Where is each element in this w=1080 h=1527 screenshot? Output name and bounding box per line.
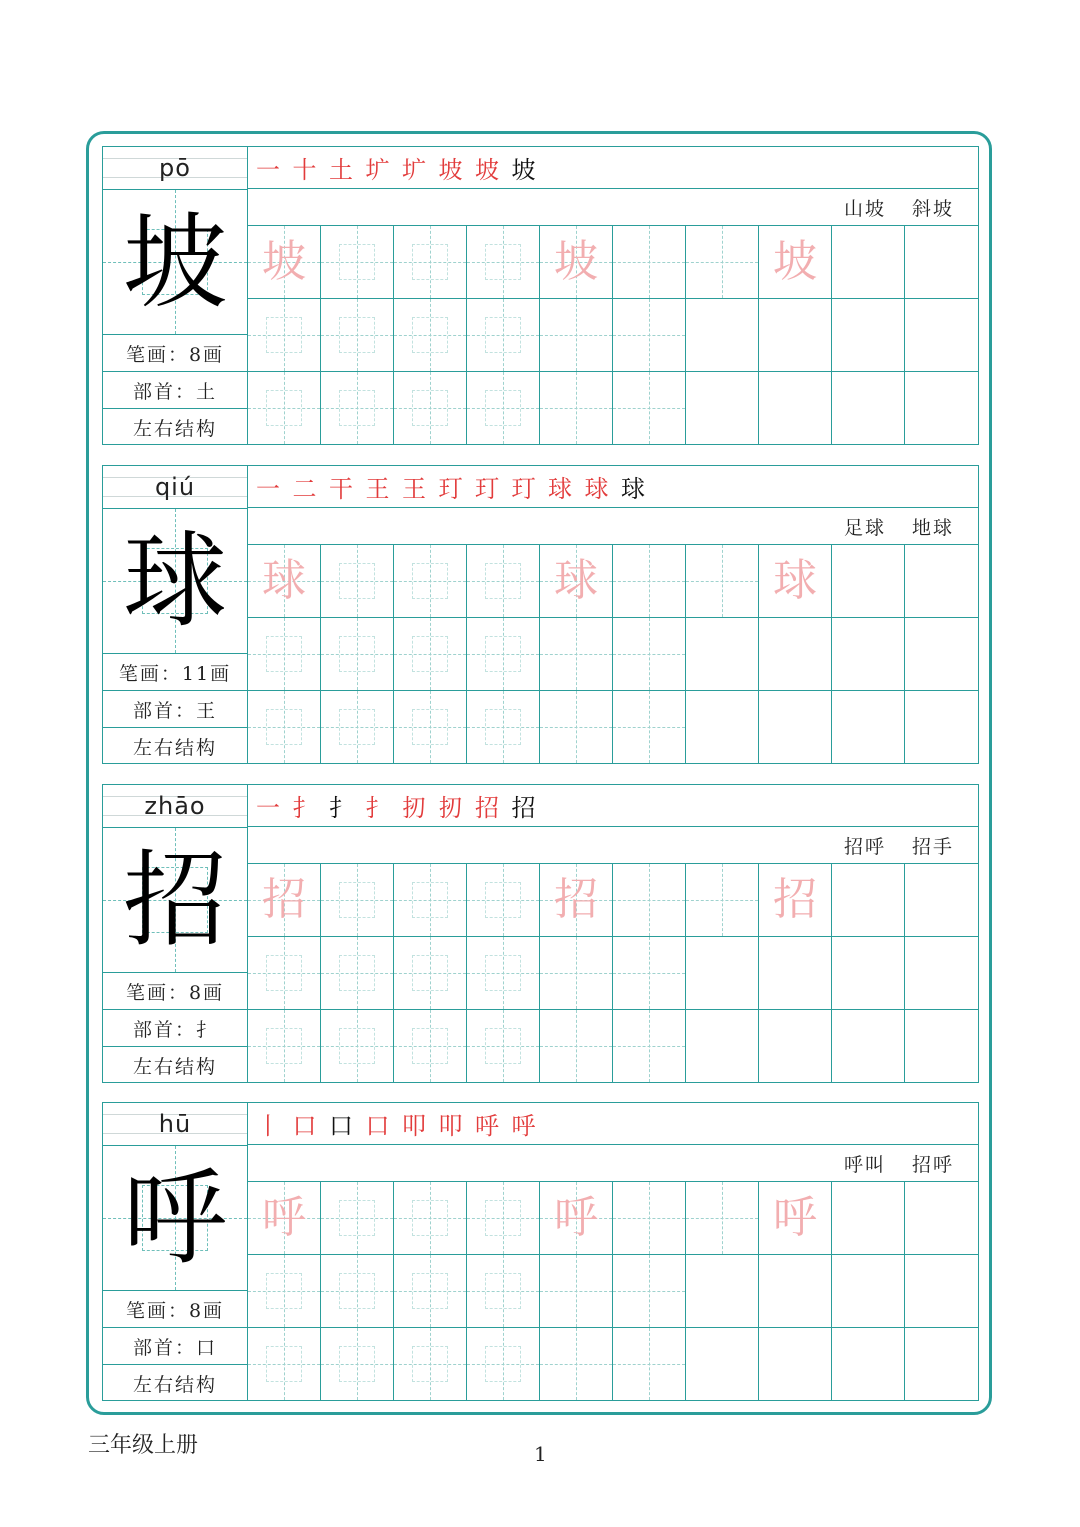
stroke-step bbox=[512, 150, 549, 185]
stroke-step-new: 二 bbox=[292, 475, 317, 503]
structure: 左右结构 bbox=[132, 418, 217, 440]
writing-cell[interactable] bbox=[832, 545, 905, 617]
trace-character: 坡 bbox=[773, 236, 817, 287]
stroke-count: 笔画：8画 bbox=[125, 981, 225, 1004]
writing-cell[interactable] bbox=[321, 226, 394, 298]
stroke-step bbox=[402, 1106, 439, 1141]
stroke-step bbox=[329, 788, 366, 823]
stroke-step-new: 一 bbox=[256, 794, 280, 822]
stroke-step bbox=[293, 150, 330, 185]
writing-cell[interactable] bbox=[905, 618, 978, 690]
writing-cell[interactable] bbox=[832, 372, 905, 444]
stroke-step-base: 球 bbox=[621, 475, 645, 503]
writing-cell[interactable] bbox=[613, 1328, 686, 1400]
writing-cell[interactable] bbox=[467, 1182, 540, 1254]
vocabulary-word: 招手 bbox=[911, 835, 954, 858]
writing-cell[interactable] bbox=[686, 1328, 759, 1400]
radical: 部首：扌 bbox=[132, 1018, 217, 1041]
writing-cell[interactable] bbox=[759, 372, 832, 444]
writing-cell[interactable] bbox=[321, 1328, 394, 1400]
writing-cell[interactable] bbox=[613, 226, 686, 298]
radical: 部首：土 bbox=[132, 380, 217, 403]
vocabulary-word: 招呼 bbox=[843, 835, 886, 858]
writing-cell[interactable] bbox=[613, 1182, 686, 1254]
stroke-step bbox=[366, 469, 403, 504]
vocabulary-word: 地球 bbox=[911, 516, 954, 539]
stroke-step-new: 呼 bbox=[511, 1112, 536, 1140]
writing-cell[interactable] bbox=[832, 1255, 905, 1327]
writing-cell[interactable] bbox=[540, 691, 613, 763]
stroke-step bbox=[512, 1106, 549, 1141]
vocabulary-row bbox=[248, 189, 978, 226]
writing-cell[interactable] bbox=[394, 864, 467, 936]
writing-grid-row bbox=[248, 937, 978, 1010]
vocabulary-row bbox=[248, 1145, 978, 1182]
trace-character: 呼 bbox=[773, 1192, 817, 1243]
writing-cell[interactable] bbox=[832, 691, 905, 763]
stroke-step-new: 丨 bbox=[256, 1112, 280, 1140]
writing-cell[interactable] bbox=[759, 1010, 832, 1082]
writing-cell[interactable] bbox=[467, 1328, 540, 1400]
writing-cell[interactable] bbox=[321, 618, 394, 690]
writing-cell[interactable] bbox=[321, 1182, 394, 1254]
writing-cell[interactable] bbox=[540, 1010, 613, 1082]
writing-cell[interactable] bbox=[759, 1328, 832, 1400]
vocabulary-word: 招呼 bbox=[911, 1153, 954, 1176]
structure-cell bbox=[103, 1047, 247, 1084]
character-block bbox=[102, 465, 979, 764]
writing-cell[interactable] bbox=[613, 372, 686, 444]
practice-panel bbox=[248, 1102, 979, 1401]
pinyin-cell bbox=[103, 147, 247, 190]
writing-cell[interactable] bbox=[248, 226, 321, 298]
trace-character: 球 bbox=[773, 555, 817, 606]
writing-cell[interactable] bbox=[686, 299, 759, 371]
stroke-step-base: 口 bbox=[329, 1112, 353, 1140]
writing-cell[interactable] bbox=[759, 864, 832, 936]
writing-cell[interactable] bbox=[613, 864, 686, 936]
writing-cell[interactable] bbox=[540, 372, 613, 444]
writing-cell[interactable] bbox=[321, 299, 394, 371]
writing-cell[interactable] bbox=[394, 372, 467, 444]
character-info-panel bbox=[102, 1102, 248, 1401]
writing-cell[interactable] bbox=[759, 1182, 832, 1254]
writing-cell[interactable] bbox=[248, 1255, 321, 1327]
stroke-order-row bbox=[248, 147, 978, 189]
writing-cell[interactable] bbox=[686, 226, 759, 298]
trace-character: 呼 bbox=[554, 1192, 598, 1243]
writing-cell[interactable] bbox=[321, 545, 394, 617]
stroke-step-new: 球 bbox=[548, 475, 572, 503]
writing-grid-row bbox=[248, 372, 978, 444]
stroke-step-new: 土 bbox=[329, 156, 353, 184]
writing-cell[interactable] bbox=[540, 226, 613, 298]
trace-character: 呼 bbox=[262, 1192, 306, 1243]
stroke-order-row bbox=[248, 785, 978, 827]
stroke-step bbox=[475, 1106, 512, 1141]
writing-cell[interactable] bbox=[467, 1255, 540, 1327]
writing-cell[interactable] bbox=[832, 1010, 905, 1082]
writing-cell[interactable] bbox=[832, 299, 905, 371]
writing-cell[interactable] bbox=[467, 1010, 540, 1082]
model-character-cell bbox=[103, 1146, 247, 1291]
stroke-step bbox=[621, 469, 658, 504]
writing-cell[interactable] bbox=[540, 1182, 613, 1254]
writing-cell[interactable] bbox=[394, 545, 467, 617]
writing-cell[interactable] bbox=[248, 1182, 321, 1254]
stroke-step bbox=[402, 150, 439, 185]
stroke-count: 笔画：8画 bbox=[125, 1299, 225, 1322]
writing-cell[interactable] bbox=[613, 618, 686, 690]
writing-cell[interactable] bbox=[540, 937, 613, 1009]
stroke-order-row bbox=[248, 466, 978, 508]
structure: 左右结构 bbox=[132, 737, 217, 759]
character-info-panel bbox=[102, 465, 248, 764]
writing-cell[interactable] bbox=[467, 618, 540, 690]
writing-cell[interactable] bbox=[394, 1010, 467, 1082]
writing-grid-row bbox=[248, 1328, 978, 1400]
trace-character: 坡 bbox=[262, 236, 306, 287]
writing-cell[interactable] bbox=[394, 618, 467, 690]
stroke-step-base: 坡 bbox=[511, 156, 536, 184]
writing-cell[interactable] bbox=[248, 1010, 321, 1082]
trace-character: 坡 bbox=[554, 236, 598, 287]
writing-grid-row bbox=[248, 1255, 978, 1328]
model-character-cell bbox=[103, 190, 247, 335]
stroke-step-new: 玎 bbox=[438, 475, 463, 503]
writing-cell[interactable] bbox=[248, 545, 321, 617]
writing-cell[interactable] bbox=[248, 299, 321, 371]
stroke-step bbox=[512, 469, 549, 504]
writing-cell[interactable] bbox=[613, 545, 686, 617]
writing-cell[interactable] bbox=[394, 691, 467, 763]
trace-character: 球 bbox=[262, 555, 306, 606]
writing-cell[interactable] bbox=[540, 1328, 613, 1400]
pinyin: qiú bbox=[154, 473, 196, 501]
stroke-step-new: 口 bbox=[365, 1112, 390, 1140]
writing-cell[interactable] bbox=[832, 226, 905, 298]
character-info-panel bbox=[102, 146, 248, 445]
stroke-step bbox=[293, 1106, 330, 1141]
writing-cell[interactable] bbox=[832, 1182, 905, 1254]
writing-cell[interactable] bbox=[540, 1255, 613, 1327]
writing-cell[interactable] bbox=[394, 1255, 467, 1327]
practice-panel bbox=[248, 465, 979, 764]
writing-cell[interactable] bbox=[759, 618, 832, 690]
writing-cell[interactable] bbox=[686, 1010, 759, 1082]
writing-cell[interactable] bbox=[613, 1010, 686, 1082]
stroke-step-new: 扌 bbox=[292, 794, 317, 822]
stroke-step-new: 球 bbox=[584, 475, 609, 503]
vocabulary-word: 呼叫 bbox=[843, 1153, 886, 1176]
writing-cell[interactable] bbox=[759, 226, 832, 298]
radical-cell bbox=[103, 1328, 247, 1365]
stroke-count-cell bbox=[103, 1291, 247, 1328]
stroke-step-base: 招 bbox=[511, 794, 536, 822]
pinyin-cell bbox=[103, 466, 247, 509]
stroke-step-new: 干 bbox=[329, 475, 353, 503]
stroke-step bbox=[329, 469, 366, 504]
stroke-step bbox=[329, 150, 366, 185]
stroke-step-new: 圹 bbox=[402, 156, 426, 184]
structure: 左右结构 bbox=[132, 1374, 217, 1396]
writing-cell[interactable] bbox=[905, 226, 978, 298]
stroke-count-cell bbox=[103, 654, 247, 691]
stroke-step bbox=[585, 469, 622, 504]
structure-cell bbox=[103, 728, 247, 765]
writing-cell[interactable] bbox=[394, 937, 467, 1009]
writing-cell[interactable] bbox=[686, 937, 759, 1009]
writing-cell[interactable] bbox=[613, 937, 686, 1009]
stroke-step-new: 玎 bbox=[511, 475, 536, 503]
stroke-step bbox=[293, 788, 330, 823]
writing-cell[interactable] bbox=[905, 864, 978, 936]
writing-cell[interactable] bbox=[905, 691, 978, 763]
trace-character: 招 bbox=[262, 874, 306, 925]
page-number: 1 bbox=[534, 1442, 547, 1466]
stroke-step bbox=[256, 788, 293, 823]
writing-cell[interactable] bbox=[686, 618, 759, 690]
model-character-cell bbox=[103, 509, 247, 654]
writing-cell[interactable] bbox=[248, 1328, 321, 1400]
stroke-step bbox=[439, 150, 476, 185]
stroke-step-base: 扌 bbox=[329, 794, 353, 822]
writing-cell[interactable] bbox=[467, 691, 540, 763]
writing-cell[interactable] bbox=[905, 1182, 978, 1254]
writing-cell[interactable] bbox=[686, 864, 759, 936]
writing-cell[interactable] bbox=[394, 1328, 467, 1400]
stroke-step-new: 坡 bbox=[438, 156, 463, 184]
stroke-step-new: 十 bbox=[292, 156, 317, 184]
pinyin: hū bbox=[158, 1110, 192, 1138]
writing-cell[interactable] bbox=[905, 545, 978, 617]
writing-cell[interactable] bbox=[467, 864, 540, 936]
stroke-step-new: 一 bbox=[256, 475, 280, 503]
writing-cell[interactable] bbox=[832, 618, 905, 690]
writing-cell[interactable] bbox=[321, 864, 394, 936]
pinyin-cell bbox=[103, 1103, 247, 1146]
structure-cell bbox=[103, 409, 247, 446]
stroke-step bbox=[439, 469, 476, 504]
trace-character: 招 bbox=[554, 874, 598, 925]
stroke-step bbox=[402, 788, 439, 823]
writing-cell[interactable] bbox=[467, 545, 540, 617]
stroke-order-row bbox=[248, 1103, 978, 1145]
stroke-step bbox=[439, 1106, 476, 1141]
radical-cell bbox=[103, 1010, 247, 1047]
writing-cell[interactable] bbox=[540, 864, 613, 936]
writing-cell[interactable] bbox=[248, 864, 321, 936]
writing-grid-row bbox=[248, 618, 978, 691]
writing-cell[interactable] bbox=[248, 937, 321, 1009]
writing-cell[interactable] bbox=[467, 299, 540, 371]
stroke-step bbox=[366, 150, 403, 185]
stroke-step bbox=[475, 469, 512, 504]
stroke-step-new: 招 bbox=[475, 794, 499, 822]
stroke-step bbox=[256, 150, 293, 185]
stroke-step bbox=[402, 469, 439, 504]
writing-cell[interactable] bbox=[686, 545, 759, 617]
writing-cell[interactable] bbox=[686, 1182, 759, 1254]
vocabulary-word: 足球 bbox=[843, 516, 886, 539]
pinyin-cell bbox=[103, 785, 247, 828]
writing-cell[interactable] bbox=[394, 226, 467, 298]
writing-cell[interactable] bbox=[759, 545, 832, 617]
writing-cell[interactable] bbox=[759, 1255, 832, 1327]
writing-cell[interactable] bbox=[321, 691, 394, 763]
stroke-count-cell bbox=[103, 973, 247, 1010]
stroke-step bbox=[475, 150, 512, 185]
stroke-step-new: 口 bbox=[292, 1112, 317, 1140]
stroke-step bbox=[293, 469, 330, 504]
model-character-cell bbox=[103, 828, 247, 973]
writing-grid-row bbox=[248, 1182, 978, 1255]
writing-grid-row bbox=[248, 545, 978, 618]
writing-cell[interactable] bbox=[540, 618, 613, 690]
character-info-panel bbox=[102, 784, 248, 1083]
stroke-step-new: 坡 bbox=[475, 156, 499, 184]
practice-panel bbox=[248, 784, 979, 1083]
writing-cell[interactable] bbox=[613, 1255, 686, 1327]
writing-cell[interactable] bbox=[759, 937, 832, 1009]
writing-cell[interactable] bbox=[759, 299, 832, 371]
stroke-count-cell bbox=[103, 335, 247, 372]
writing-cell[interactable] bbox=[905, 1328, 978, 1400]
writing-grid-row bbox=[248, 1010, 978, 1082]
vocabulary-row bbox=[248, 827, 978, 864]
radical: 部首：口 bbox=[132, 1336, 217, 1359]
grade-label: 三年级上册 bbox=[88, 1433, 199, 1458]
writing-cell[interactable] bbox=[759, 691, 832, 763]
radical-cell bbox=[103, 691, 247, 728]
writing-cell[interactable] bbox=[467, 226, 540, 298]
writing-grid-row bbox=[248, 691, 978, 763]
model-character: 招 bbox=[122, 839, 227, 961]
stroke-step-new: 圹 bbox=[365, 156, 390, 184]
practice-panel bbox=[248, 146, 979, 445]
writing-cell[interactable] bbox=[248, 691, 321, 763]
stroke-step bbox=[548, 469, 585, 504]
writing-cell[interactable] bbox=[686, 691, 759, 763]
stroke-step-new: 叩 bbox=[402, 1112, 426, 1140]
writing-cell[interactable] bbox=[832, 937, 905, 1009]
stroke-step bbox=[475, 788, 512, 823]
stroke-step-new: 扌 bbox=[365, 794, 390, 822]
writing-cell[interactable] bbox=[905, 1255, 978, 1327]
writing-cell[interactable] bbox=[905, 937, 978, 1009]
writing-cell[interactable] bbox=[248, 372, 321, 444]
radical: 部首：王 bbox=[132, 699, 217, 722]
writing-cell[interactable] bbox=[613, 691, 686, 763]
stroke-step-new: 叩 bbox=[438, 1112, 463, 1140]
writing-cell[interactable] bbox=[321, 937, 394, 1009]
writing-cell[interactable] bbox=[467, 372, 540, 444]
writing-grid-row bbox=[248, 299, 978, 372]
stroke-step bbox=[366, 1106, 403, 1141]
model-character: 呼 bbox=[122, 1157, 227, 1279]
writing-cell[interactable] bbox=[686, 1255, 759, 1327]
structure-cell bbox=[103, 1365, 247, 1402]
writing-cell[interactable] bbox=[394, 299, 467, 371]
writing-cell[interactable] bbox=[540, 299, 613, 371]
writing-cell[interactable] bbox=[905, 1010, 978, 1082]
writing-cell[interactable] bbox=[832, 864, 905, 936]
stroke-step-new: 王 bbox=[365, 475, 390, 503]
stroke-step-new: 王 bbox=[402, 475, 426, 503]
writing-cell[interactable] bbox=[905, 299, 978, 371]
writing-cell[interactable] bbox=[248, 618, 321, 690]
stroke-step bbox=[256, 1106, 293, 1141]
stroke-step-new: 玎 bbox=[475, 475, 499, 503]
stroke-count: 笔画：11画 bbox=[118, 662, 232, 685]
writing-cell[interactable] bbox=[321, 1255, 394, 1327]
stroke-step-new: 扨 bbox=[402, 794, 426, 822]
pinyin: pō bbox=[159, 154, 191, 182]
writing-cell[interactable] bbox=[905, 372, 978, 444]
stroke-step bbox=[256, 469, 293, 504]
trace-character: 招 bbox=[773, 874, 817, 925]
stroke-step bbox=[366, 788, 403, 823]
writing-cell[interactable] bbox=[540, 545, 613, 617]
character-block bbox=[102, 784, 979, 1083]
writing-cell[interactable] bbox=[394, 1182, 467, 1254]
character-block bbox=[102, 1102, 979, 1401]
stroke-step-new: 一 bbox=[256, 156, 280, 184]
writing-cell[interactable] bbox=[686, 372, 759, 444]
model-character: 球 bbox=[122, 520, 227, 642]
vocabulary-row bbox=[248, 508, 978, 545]
stroke-step-new: 呼 bbox=[475, 1112, 499, 1140]
stroke-count: 笔画：8画 bbox=[125, 343, 225, 366]
trace-character: 球 bbox=[554, 555, 598, 606]
writing-cell[interactable] bbox=[613, 299, 686, 371]
pinyin: zhāo bbox=[144, 792, 206, 820]
writing-cell[interactable] bbox=[467, 937, 540, 1009]
structure: 左右结构 bbox=[132, 1056, 217, 1078]
radical-cell bbox=[103, 372, 247, 409]
writing-cell[interactable] bbox=[321, 372, 394, 444]
model-character: 坡 bbox=[122, 201, 227, 323]
vocabulary-word: 山坡 bbox=[843, 197, 886, 220]
vocabulary-word: 斜坡 bbox=[911, 197, 954, 220]
stroke-step bbox=[329, 1106, 366, 1141]
writing-cell[interactable] bbox=[832, 1328, 905, 1400]
character-block bbox=[102, 146, 979, 445]
stroke-step bbox=[512, 788, 549, 823]
stroke-step-new: 扨 bbox=[438, 794, 463, 822]
writing-grid-row bbox=[248, 864, 978, 937]
writing-cell[interactable] bbox=[321, 1010, 394, 1082]
stroke-step bbox=[439, 788, 476, 823]
writing-grid-row bbox=[248, 226, 978, 299]
